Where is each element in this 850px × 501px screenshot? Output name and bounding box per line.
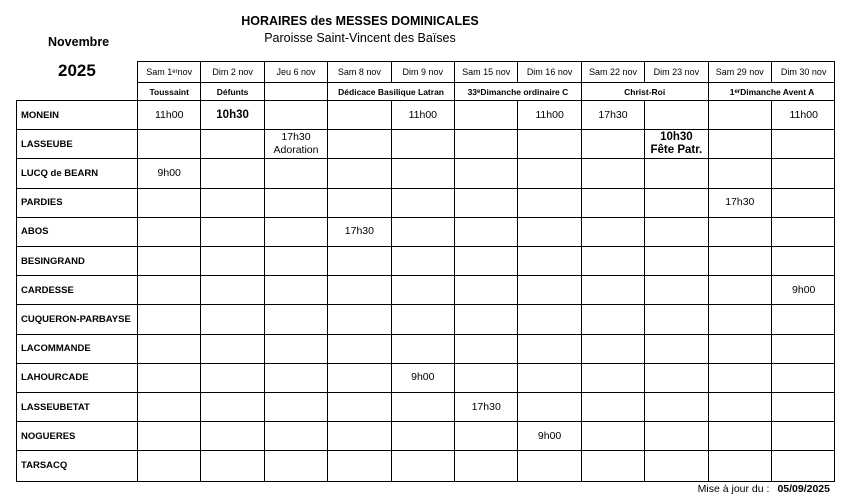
- mass-time-cell: [455, 364, 518, 393]
- year-label: 2025: [58, 61, 96, 80]
- mass-time-cell: [582, 247, 645, 276]
- mass-time: 17h30: [725, 196, 755, 209]
- mass-time-cell: [138, 422, 201, 451]
- mass-time-cell: [265, 247, 328, 276]
- document-subtitle: Paroisse Saint-Vincent des Baïses: [264, 31, 456, 45]
- mass-time-cell: [328, 189, 391, 218]
- mass-time: 9h00: [537, 429, 562, 442]
- mass-time-cell: [201, 247, 264, 276]
- mass-time-cell: [709, 305, 772, 334]
- mass-time-cell: [265, 189, 328, 218]
- mass-time-cell: [645, 189, 708, 218]
- mass-time-cell: [772, 218, 835, 247]
- mass-time-cell: [392, 218, 455, 247]
- mass-time: 10h30: [660, 131, 693, 144]
- mass-time-cell: [201, 305, 264, 334]
- mass-time-cell: [265, 451, 328, 480]
- mass-time-cell: [328, 101, 391, 130]
- mass-time-cell: [709, 218, 772, 247]
- mass-time-cell: [201, 335, 264, 364]
- mass-time-cell: [772, 393, 835, 422]
- parish-name: NOGUERES: [17, 422, 138, 451]
- mass-time-cell: [582, 130, 645, 159]
- mass-time-cell: [645, 335, 708, 364]
- mass-time-cell: [772, 422, 835, 451]
- mass-time-cell: [582, 305, 645, 334]
- mass-time-cell: [772, 276, 835, 305]
- mass-time-cell: [328, 218, 391, 247]
- mass-time-cell: [138, 451, 201, 480]
- mass-time-cell: [455, 451, 518, 480]
- mass-time-cell: [518, 130, 581, 159]
- parish-name: CARDESSE: [17, 276, 138, 305]
- mass-time-cell: [772, 189, 835, 218]
- mass-time-cell: [518, 218, 581, 247]
- mass-time-cell: [772, 159, 835, 188]
- mass-time-cell: [772, 451, 835, 480]
- mass-time: 10h30: [216, 108, 249, 121]
- mass-time-cell: [265, 393, 328, 422]
- column-feast: Christ-Roi: [582, 83, 709, 100]
- mass-time-cell: [455, 393, 518, 422]
- column-feast: 1 er Dimanche Avent A: [729, 86, 815, 97]
- mass-time-cell: [645, 393, 708, 422]
- mass-time-cell: [138, 305, 201, 334]
- mass-time-cell: [138, 101, 201, 130]
- mass-time-cell: [392, 189, 455, 218]
- parish-name: PARDIES: [17, 189, 138, 218]
- column-feast: Dédicace Basilique Latran: [328, 83, 455, 100]
- mass-time-cell: [772, 305, 835, 334]
- mass-time-cell: [582, 451, 645, 480]
- mass-time-cell: [645, 159, 708, 188]
- mass-time-cell: [201, 364, 264, 393]
- mass-time-cell: [772, 247, 835, 276]
- mass-time-cell: [709, 335, 772, 364]
- parish-name: BESINGRAND: [17, 247, 138, 276]
- mass-time-cell: [455, 189, 518, 218]
- mass-time-cell: [265, 422, 328, 451]
- mass-time-cell: [518, 393, 581, 422]
- mass-time-cell: [265, 364, 328, 393]
- mass-time-cell: [138, 364, 201, 393]
- mass-time-cell: [138, 276, 201, 305]
- mass-time-cell: [709, 247, 772, 276]
- mass-time-cell: [709, 276, 772, 305]
- mass-time: 9h00: [157, 166, 181, 179]
- mass-time-cell: [265, 305, 328, 334]
- mass-time-cell: [138, 218, 201, 247]
- parish-name: MONEIN: [17, 101, 138, 130]
- mass-time-cell: [328, 276, 391, 305]
- mass-time-cell: [265, 101, 328, 130]
- mass-time-cell: [392, 130, 455, 159]
- mass-time-cell: [392, 159, 455, 188]
- mass-time-cell: [265, 276, 328, 305]
- mass-time-cell: [328, 247, 391, 276]
- mass-time-cell: [455, 422, 518, 451]
- mass-time-cell: [328, 393, 391, 422]
- column-date: Dim 16 nov: [518, 62, 581, 83]
- last-update-date: 05/09/2025: [777, 483, 830, 495]
- mass-time-cell: [645, 218, 708, 247]
- mass-time-cell: [392, 364, 455, 393]
- mass-time: 11h00: [535, 108, 564, 121]
- mass-time-cell: [582, 189, 645, 218]
- column-feast: Défunts: [201, 83, 264, 100]
- mass-time-cell: [709, 422, 772, 451]
- mass-time-cell: [518, 305, 581, 334]
- mass-time-cell: [201, 422, 264, 451]
- parish-name: CUQUERON-PARBAYSE: [17, 305, 138, 334]
- mass-time-cell: [709, 393, 772, 422]
- parish-name: TARSACQ: [17, 451, 138, 480]
- mass-time-cell: [582, 422, 645, 451]
- mass-time-cell: [645, 422, 708, 451]
- mass-time-cell: [265, 218, 328, 247]
- mass-time-cell: [201, 276, 264, 305]
- schedule-table: [16, 100, 835, 482]
- mass-time-cell: [582, 101, 645, 130]
- mass-time-cell: [328, 335, 391, 364]
- mass-time-cell: [392, 305, 455, 334]
- mass-time-cell: [645, 305, 708, 334]
- mass-time-cell: [328, 364, 391, 393]
- mass-time-cell: [709, 189, 772, 218]
- mass-time-cell: [772, 101, 835, 130]
- mass-time: Adoration: [273, 144, 319, 157]
- mass-time-cell: [645, 101, 708, 130]
- parish-name: LUCQ de BEARN: [17, 159, 138, 188]
- parish-name: ABOS: [17, 218, 138, 247]
- mass-time-cell: [518, 247, 581, 276]
- mass-time-cell: [138, 159, 201, 188]
- mass-time-cell: [201, 130, 264, 159]
- mass-time: 17h30: [281, 131, 311, 144]
- mass-time-cell: [582, 159, 645, 188]
- column-feast: 33 e Dimanche ordinaire C: [455, 83, 582, 100]
- mass-time-cell: [709, 451, 772, 480]
- mass-time: 9h00: [792, 283, 816, 296]
- mass-time-cell: [455, 101, 518, 130]
- mass-time-cell: [772, 364, 835, 393]
- mass-time-cell: [138, 130, 201, 159]
- mass-time-cell: [455, 335, 518, 364]
- column-date: Dim 30 nov: [772, 62, 835, 83]
- mass-time: 11h00: [789, 108, 818, 121]
- mass-time-cell: [455, 130, 518, 159]
- column-date: Dim 9 nov: [392, 62, 455, 83]
- column-date: Sam 8 nov: [328, 62, 391, 83]
- mass-time-cell: [201, 189, 264, 218]
- parish-name: LACOMMANDE: [17, 335, 138, 364]
- column-date: Sam 1 er nov: [138, 62, 201, 83]
- mass-time-cell: [392, 247, 455, 276]
- mass-time-cell: [518, 451, 581, 480]
- mass-time-cell: [518, 422, 581, 451]
- mass-time-cell: [392, 393, 455, 422]
- mass-time-cell: [772, 130, 835, 159]
- mass-time-cell: [645, 247, 708, 276]
- mass-time-cell: [455, 247, 518, 276]
- mass-time-cell: [392, 276, 455, 305]
- mass-time: 11h00: [154, 108, 184, 121]
- mass-time-cell: [455, 305, 518, 334]
- mass-time-cell: [328, 130, 391, 159]
- mass-time-cell: [201, 451, 264, 480]
- mass-time-cell: [138, 393, 201, 422]
- mass-time-cell: [582, 364, 645, 393]
- column-date: Sam 22 nov: [582, 62, 645, 83]
- mass-time-cell: [582, 335, 645, 364]
- mass-time-cell: [392, 451, 455, 480]
- mass-time-cell: [265, 159, 328, 188]
- mass-time-cell: [201, 218, 264, 247]
- mass-time-cell: [138, 189, 201, 218]
- mass-time: 17h30: [598, 108, 628, 121]
- mass-time-cell: [582, 276, 645, 305]
- mass-time-cell: [265, 335, 328, 364]
- mass-time-cell: [645, 276, 708, 305]
- mass-time: 17h30: [344, 225, 374, 238]
- mass-time-cell: [328, 305, 391, 334]
- mass-time-cell: [645, 364, 708, 393]
- parish-name: LAHOURCADE: [17, 364, 138, 393]
- mass-time-cell: [709, 101, 772, 130]
- last-update-label: Mise à jour du :: [697, 483, 770, 495]
- column-date: Sam 15 nov: [455, 62, 518, 83]
- mass-time: 11h00: [408, 108, 437, 121]
- column-date: Jeu 6 nov: [265, 62, 328, 83]
- mass-time-cell: [328, 159, 391, 188]
- mass-time-cell: [392, 422, 455, 451]
- mass-time-cell: [645, 130, 708, 159]
- mass-time-cell: [455, 218, 518, 247]
- mass-time-cell: [518, 189, 581, 218]
- mass-time-cell: [582, 218, 645, 247]
- mass-time-cell: [772, 335, 835, 364]
- mass-time-cell: [201, 159, 264, 188]
- mass-time-cell: [709, 159, 772, 188]
- mass-time-cell: [138, 247, 201, 276]
- schedule-header: [137, 61, 835, 101]
- parish-name: LASSEUBETAT: [17, 393, 138, 422]
- mass-time-cell: [455, 276, 518, 305]
- mass-time-cell: [392, 101, 455, 130]
- mass-time-cell: [328, 422, 391, 451]
- mass-time-cell: [709, 364, 772, 393]
- mass-time-cell: [455, 159, 518, 188]
- column-date: Dim 23 nov: [645, 62, 708, 83]
- mass-time-cell: [201, 101, 264, 130]
- mass-time-cell: [328, 451, 391, 480]
- document-title: HORAIRES des MESSES DOMINICALES: [241, 14, 479, 28]
- month-label: Novembre: [48, 35, 110, 49]
- column-feast: Toussaint: [138, 83, 201, 100]
- mass-time-cell: [518, 276, 581, 305]
- parish-name: LASSEUBE: [17, 130, 138, 159]
- mass-time-cell: [138, 335, 201, 364]
- column-date: Dim 2 nov: [201, 62, 264, 83]
- mass-time-cell: [265, 130, 328, 159]
- mass-time: 17h30: [471, 400, 501, 413]
- mass-time: Fête Patr.: [650, 144, 703, 157]
- column-feast: [265, 83, 328, 100]
- mass-time-cell: [518, 159, 581, 188]
- mass-time-cell: [201, 393, 264, 422]
- mass-time-cell: [518, 335, 581, 364]
- last-update: [698, 483, 830, 495]
- column-date: Sam 29 nov: [709, 62, 772, 83]
- mass-time-cell: [709, 130, 772, 159]
- mass-time-cell: [518, 101, 581, 130]
- mass-time-cell: [582, 393, 645, 422]
- mass-time-cell: [392, 335, 455, 364]
- mass-time-cell: [518, 364, 581, 393]
- mass-time: 9h00: [411, 371, 435, 384]
- mass-time-cell: [645, 451, 708, 480]
